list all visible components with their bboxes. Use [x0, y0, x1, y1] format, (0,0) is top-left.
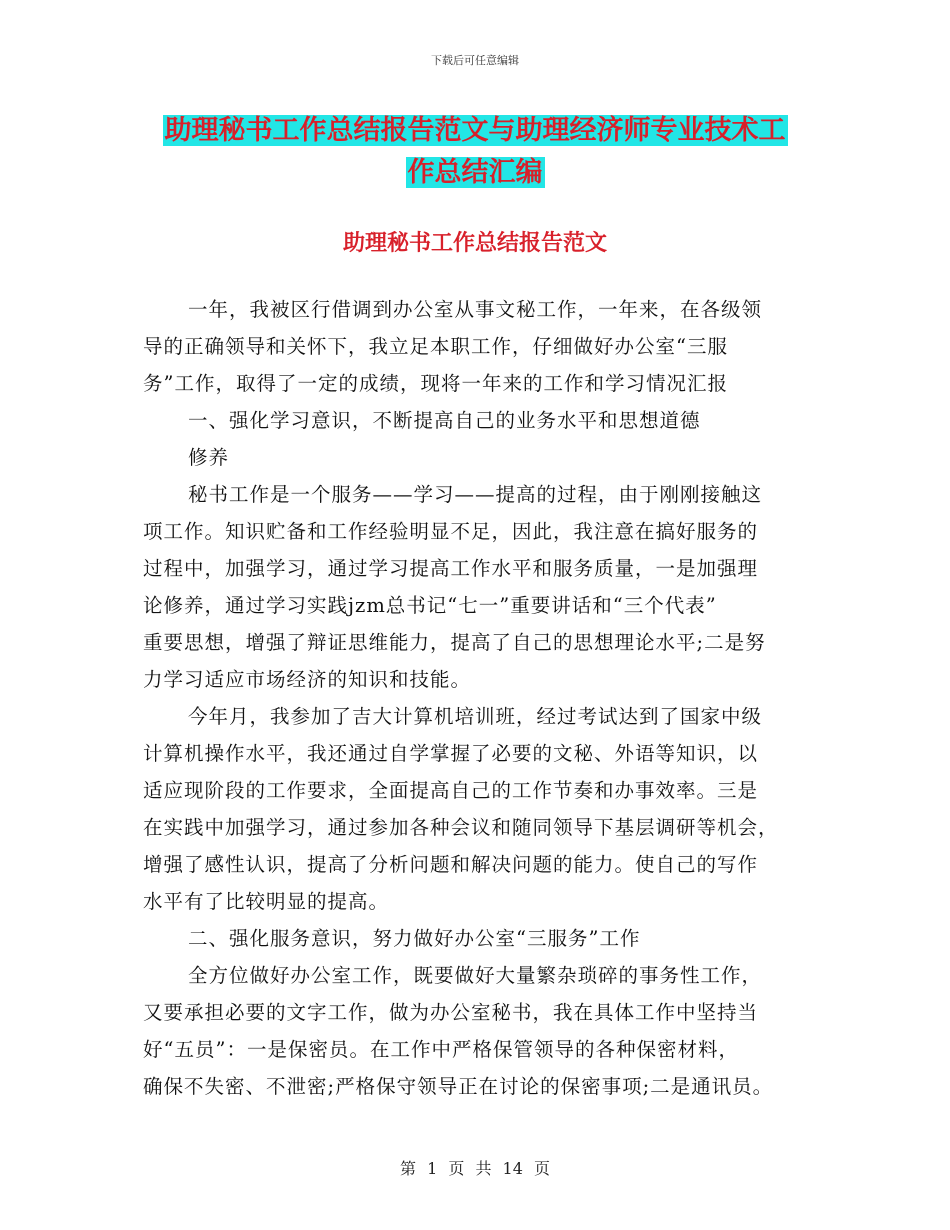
body-line: 重要思想，增强了辩证思维能力，提高了自己的思想理论水平;二是努: [143, 631, 766, 654]
body-line: 在实践中加强学习，通过参加各种会议和随同领导下基层调研等机会，: [143, 816, 779, 839]
body-line: 好“五员”：一是保密员。在工作中严格保管领导的各种保密材料，: [143, 1038, 739, 1061]
section-title: 助理秘书工作总结报告范文: [342, 231, 607, 256]
page-number-footer: 第 1 页 共 14 页: [400, 1159, 550, 1178]
body-line: 务”工作，取得了一定的成绩，现将一年来的工作和学习情况汇报: [143, 372, 728, 395]
body-line: 计算机操作水平，我还通过自学掌握了必要的文秘、外语等知识，以: [143, 742, 759, 765]
section-heading-1-cont: 修养: [188, 446, 230, 469]
body-line: 项工作。知识贮备和工作经验明显不足，因此，我注意在搞好服务的: [143, 520, 759, 543]
body-line: 导的正确领导和关怀下，我立足本职工作，仔细做好办公室“三服: [143, 335, 728, 358]
page-header-note: 下载后可任意编辑: [431, 54, 519, 67]
body-line: 力学习适应市场经济的知识和技能。: [143, 668, 472, 691]
body-line: 论修养，通过学习实践jzm总书记“七一”重要讲话和“三个代表”: [143, 594, 717, 617]
body-line: 过程中，加强学习，通过学习提高工作水平和服务质量，一是加强理: [143, 557, 759, 580]
body-line: 一年，我被区行借调到办公室从事文秘工作，一年来，在各级领: [188, 298, 763, 321]
body-line: 适应现阶段的工作要求，全面提高自己的工作节奏和办事效率。三是: [143, 779, 759, 802]
document-title-line-1: 助理秘书工作总结报告范文与助理经济师专业技术工: [164, 115, 786, 146]
section-heading-1: 一、强化学习意识，不断提高自己的业务水平和思想道德: [188, 409, 701, 432]
section-heading-2: 二、强化服务意识，努力做好办公室“三服务”工作: [188, 927, 641, 950]
body-line: 又要承担必要的文字工作，做为办公室秘书，我在具体工作中坚持当: [143, 1001, 759, 1024]
body-line: 今年月，我参加了吉大计算机培训班，经过考试达到了国家中级: [188, 705, 763, 728]
body-line: 确保不失密、不泄密;严格保守领导正在讨论的保密事项;二是通讯员。: [143, 1075, 774, 1098]
body-line: 水平有了比较明显的提高。: [143, 890, 390, 913]
document-title-line-2: 作总结汇编: [407, 157, 543, 188]
body-line: 增强了感性认识，提高了分析问题和解决问题的能力。使自己的写作: [143, 853, 759, 876]
body-line: 秘书工作是一个服务——学习——提高的过程，由于刚刚接触这: [188, 483, 763, 506]
body-line: 全方位做好办公室工作，既要做好大量繁杂琐碎的事务性工作，: [188, 964, 763, 987]
